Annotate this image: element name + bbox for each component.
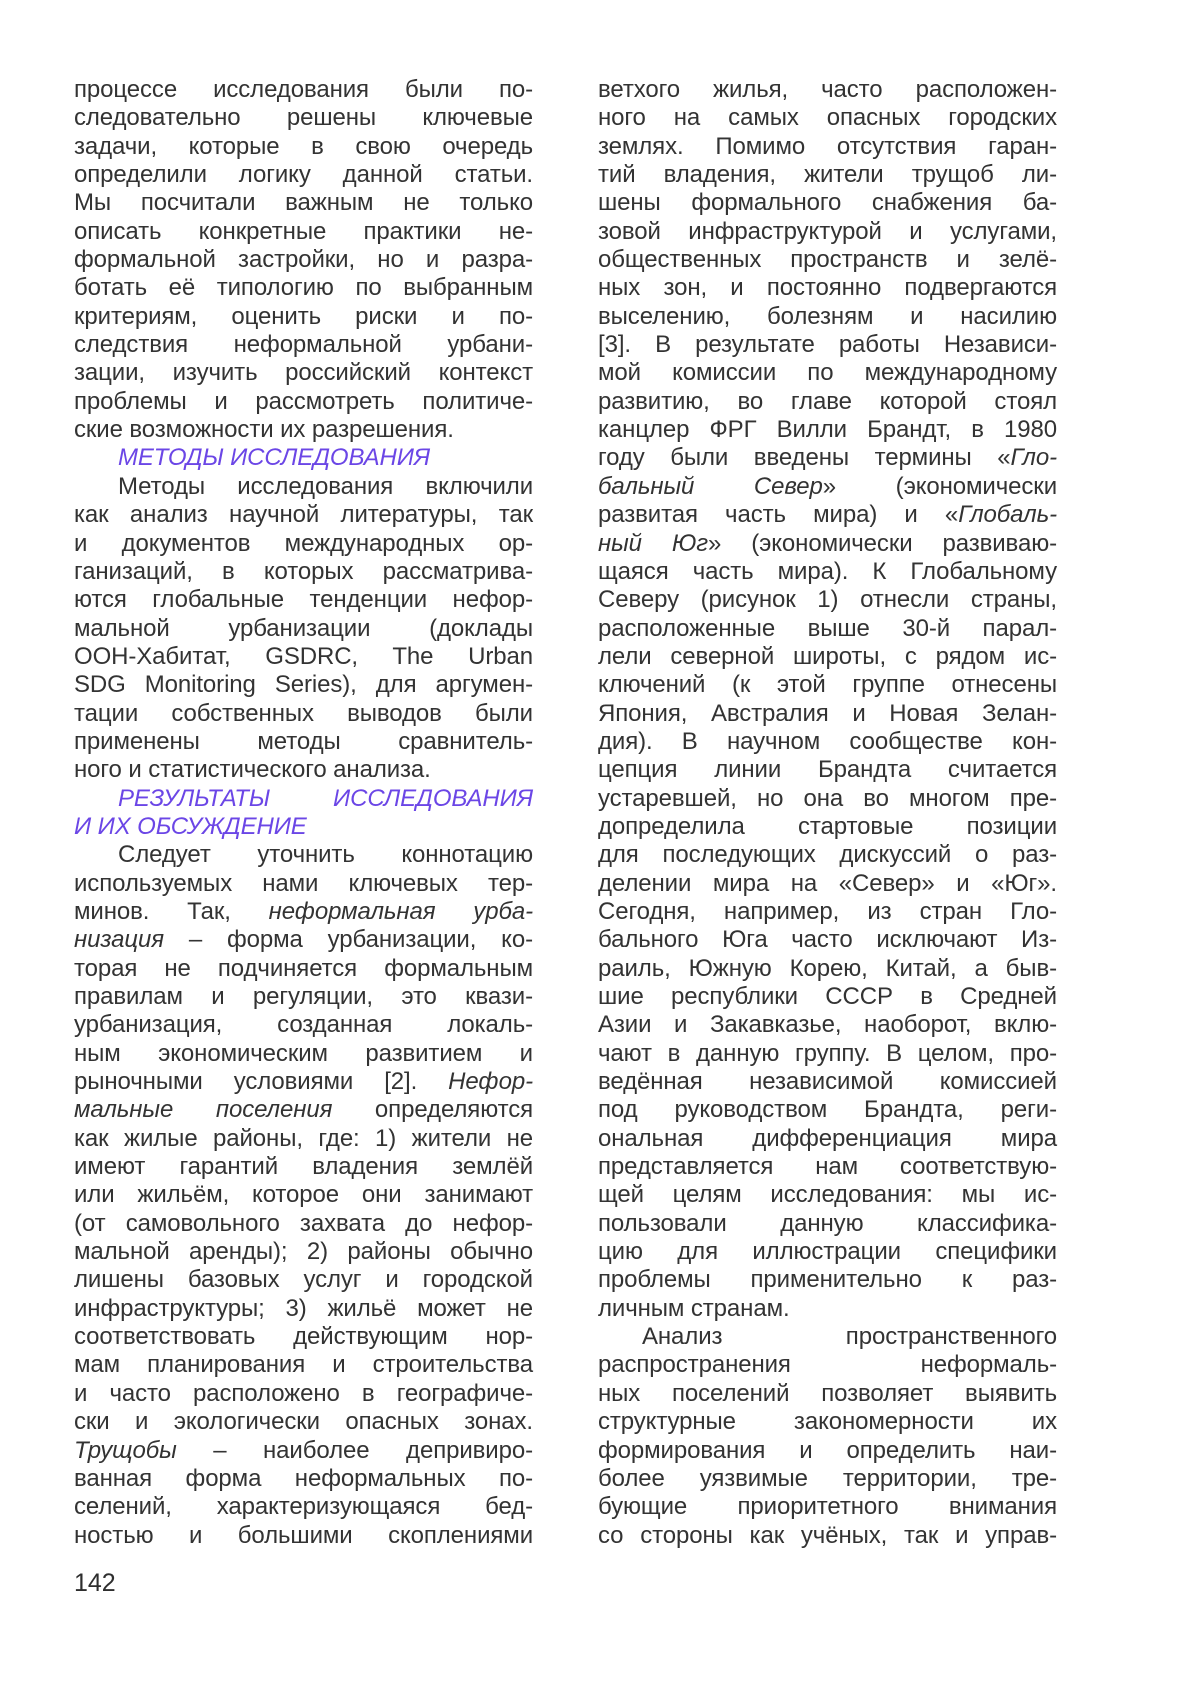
text-line: торая не подчиняется формальным — [74, 954, 533, 982]
text-line: структурные закономерности их — [598, 1408, 1057, 1436]
two-column-text-body — [74, 76, 1057, 1550]
text-line: [3]. В результате работы Независи- — [598, 331, 1057, 359]
text-line: ски и экологически опасных зонах. — [74, 1408, 533, 1436]
text-line: цепция линии Брандта считается — [598, 756, 1057, 784]
text-line: низация – форма урбанизации, ко- — [74, 926, 533, 954]
text-line: чают в данную группу. В целом, про- — [598, 1039, 1057, 1067]
text-line: более уязвимые территории, тре- — [598, 1464, 1057, 1492]
text-line: (от самовольного захвата до нефор- — [74, 1209, 533, 1237]
text-line: ключений (к этой группе отнесены — [598, 671, 1057, 699]
text-line: Азии и Закавказье, наоборот, вклю- — [598, 1011, 1057, 1039]
text-line: щаяся часть мира). К Глобальному — [598, 557, 1057, 585]
text-line: общественных пространств и зелё- — [598, 246, 1057, 274]
section-heading — [74, 444, 533, 472]
text-line: Анализ пространственного — [642, 1323, 1057, 1351]
text-line: селений, характеризующаяся бед- — [74, 1493, 533, 1521]
text-line: бующие приоритетного внимания — [598, 1493, 1057, 1521]
text-line: бальный Север» (экономически — [598, 472, 1057, 500]
text-line: расположенные выше 30-й парал- — [598, 614, 1057, 642]
text-line: личным странам. — [598, 1294, 790, 1322]
paragraph — [598, 1323, 1057, 1550]
text-line: представляется нам соответствую- — [598, 1153, 1057, 1181]
text-line: ботать её типологию по выбранным — [74, 274, 533, 302]
text-line: правилам и регуляции, это квази- — [74, 983, 533, 1010]
text-line: формальной застройки, но и разра- — [74, 246, 533, 274]
text-line: для последующих дискуссий о раз- — [598, 841, 1057, 869]
text-line: или жильём, которое они занимают — [74, 1181, 533, 1209]
text-line: развитая часть мира) и «Глобаль- — [598, 501, 1057, 529]
text-line: как анализ научной литературы, так — [74, 501, 533, 529]
text-line: следствия неформальной урбани- — [74, 331, 533, 359]
text-line: мам планирования и строительства — [74, 1351, 533, 1379]
text-line: землях. Помимо отсутствия гаран- — [598, 132, 1057, 160]
text-line: Япония, Австралия и Новая Зелан- — [598, 699, 1057, 727]
text-line: Трущобы – наиболее депривиро- — [74, 1436, 533, 1464]
text-line: канцлер ФРГ Вилли Брандт, в 1980 — [598, 416, 1057, 444]
text-line: имеют гарантий владения землёй — [74, 1153, 533, 1181]
text-line: критериям, оценить риски и по- — [74, 302, 533, 330]
paragraph — [598, 76, 1057, 1323]
text-line: распространения неформаль- — [598, 1351, 1057, 1379]
text-line: пользовали данную классифика- — [598, 1209, 1057, 1237]
text-line: дия). В научном сообществе кон- — [598, 727, 1057, 755]
text-line: И ИХ ОБСУЖДЕНИЕ — [74, 812, 307, 840]
text-line: ские возможности их разрешения. — [74, 416, 454, 444]
text-line: следовательно решены ключевые — [74, 104, 533, 132]
text-line: формирования и определить наи- — [598, 1436, 1057, 1464]
text-line: мальной аренды); 2) районы обычно — [74, 1238, 533, 1266]
text-line: Сегодня, например, из стран Гло- — [598, 897, 1057, 925]
text-line: зовой инфраструктурой и услугами, — [598, 217, 1057, 245]
text-line: ный Юг» (экономически развиваю- — [598, 529, 1057, 557]
text-line: выселению, болезням и насилию — [598, 302, 1057, 330]
text-line: лели северной широты, с рядом ис- — [598, 642, 1057, 670]
text-line: под руководством Брандта, реги- — [598, 1096, 1057, 1124]
text-line: описать конкретные практики не- — [74, 217, 533, 245]
text-line: мальной урбанизации (доклады — [74, 614, 533, 642]
paragraph — [74, 841, 533, 1550]
text-line: ного и статистического анализа. — [74, 756, 431, 784]
text-line: и часто расположено в географиче- — [74, 1379, 533, 1407]
text-line: ных зон, и постоянно подвергаются — [598, 274, 1057, 302]
text-line: щей целям исследования: мы ис- — [598, 1181, 1057, 1209]
text-line: проблемы применительно к раз- — [598, 1266, 1057, 1294]
text-line: ностью и большими скоплениями — [74, 1521, 533, 1549]
text-line: соответствовать действующим нор- — [74, 1323, 533, 1351]
text-line: Мы посчитали важным не только — [74, 189, 533, 217]
text-line: МЕТОДЫ ИССЛЕДОВАНИЯ — [118, 444, 431, 472]
text-line: инфраструктуры; 3) жильё может не — [74, 1294, 533, 1322]
text-line: ного на самых опасных городских — [598, 104, 1057, 132]
text-line: мальные поселения определяются — [74, 1096, 533, 1124]
text-line: Следует уточнить коннотацию — [118, 841, 533, 869]
column-left — [74, 76, 533, 1550]
text-line: минов. Так, неформальная урба- — [74, 897, 533, 925]
text-line: проблемы и рассмотреть политиче- — [74, 387, 533, 415]
text-line: ванная форма неформальных по- — [74, 1464, 533, 1492]
section-heading — [74, 785, 533, 842]
text-line: урбанизация, созданная локаль- — [74, 1011, 533, 1039]
text-line: ведённая независимой комиссией — [598, 1068, 1057, 1096]
text-line: задачи, которые в свою очередь — [74, 132, 533, 160]
text-line: зации, изучить российский контекст — [74, 359, 533, 387]
text-line: ганизаций, в которых рассматрива- — [74, 557, 533, 585]
text-line: лишены базовых услуг и городской — [74, 1266, 533, 1294]
text-line: как жилые районы, где: 1) жители не — [74, 1124, 533, 1152]
text-line: ных поселений позволяет выявить — [598, 1379, 1057, 1407]
text-line: ООН-Хабитат, GSDRC, The Urban — [74, 642, 533, 670]
text-line: определили логику данной статьи. — [74, 161, 533, 189]
text-line: со стороны как учёных, так и управ- — [598, 1521, 1057, 1549]
paragraph — [74, 76, 533, 444]
text-line: допределила стартовые позиции — [598, 812, 1057, 840]
text-line: SDG Monitoring Series), для аргумен- — [74, 671, 533, 699]
text-line: тации собственных выводов были — [74, 699, 533, 727]
text-line: Методы исследования включили — [118, 472, 533, 500]
text-line: РЕЗУЛЬТАТЫ ИССЛЕДОВАНИЯ — [118, 784, 533, 812]
text-line: устаревшей, но она во многом пре- — [598, 784, 1057, 812]
text-line: шие республики СССР в Средней — [598, 983, 1057, 1010]
text-line: развитию, во главе которой стоял — [598, 387, 1057, 415]
text-line: процессе исследования были по- — [74, 76, 533, 103]
text-line: делении мира на «Север» и «Юг». — [598, 869, 1057, 897]
text-line: ветхого жилья, часто расположен- — [598, 76, 1057, 103]
text-line: мой комиссии по международному — [598, 359, 1057, 387]
text-line: бального Юга часто исключают Из- — [598, 926, 1057, 954]
text-line: и документов международных ор- — [74, 529, 533, 557]
text-line: году были введены термины «Гло- — [598, 444, 1057, 472]
text-line: шены формального снабжения ба- — [598, 189, 1057, 217]
text-line: применены методы сравнитель- — [74, 727, 533, 755]
paragraph — [74, 473, 533, 785]
text-line: ональная дифференциация мира — [598, 1124, 1057, 1152]
page-footer — [74, 1568, 116, 1598]
text-line: тий владения, жители трущоб ли- — [598, 161, 1057, 189]
page-number: 142 — [74, 1569, 116, 1597]
text-line: рыночными условиями [2]. Нефор- — [74, 1068, 533, 1096]
text-line: ются глобальные тенденции нефор- — [74, 586, 533, 614]
text-line: раиль, Южную Корею, Китай, а быв- — [598, 954, 1057, 982]
text-line: используемых нами ключевых тер- — [74, 869, 533, 897]
column-right — [598, 76, 1057, 1550]
text-line: ным экономическим развитием и — [74, 1039, 533, 1067]
text-line: Северу (рисунок 1) отнесли страны, — [598, 586, 1057, 614]
text-line: цию для иллюстрации специфики — [598, 1238, 1057, 1266]
